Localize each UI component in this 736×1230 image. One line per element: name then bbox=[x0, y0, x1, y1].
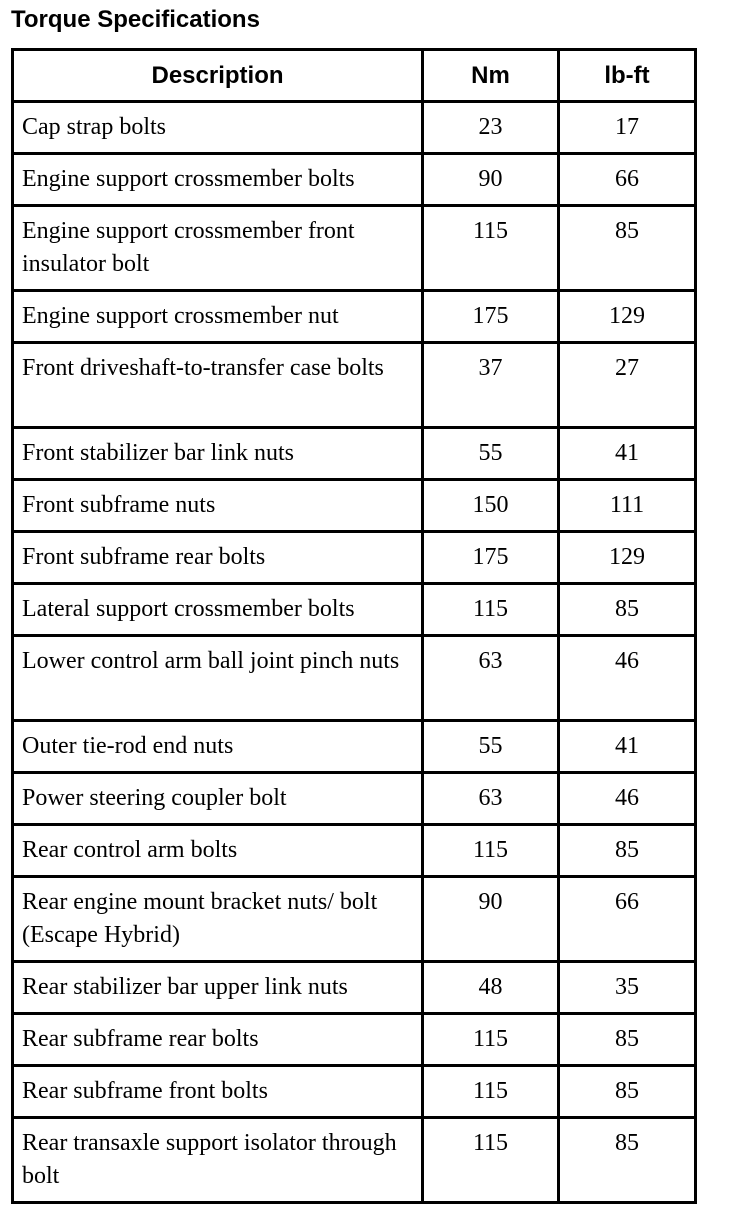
cell-nm: 37 bbox=[423, 343, 559, 428]
cell-lbft: 46 bbox=[559, 773, 696, 825]
cell-lbft: 85 bbox=[559, 825, 696, 877]
cell-description: Front driveshaft-to-transfer case bolts bbox=[13, 343, 423, 428]
cell-description: Power steering coupler bolt bbox=[13, 773, 423, 825]
torque-spec-table bbox=[11, 48, 697, 1204]
cell-description: Front stabilizer bar link nuts bbox=[13, 428, 423, 480]
table-row bbox=[13, 1118, 696, 1203]
cell-lbft: 17 bbox=[559, 102, 696, 154]
cell-lbft: 35 bbox=[559, 962, 696, 1014]
page-title: Torque Specifications bbox=[11, 6, 260, 33]
cell-description: Rear subframe rear bolts bbox=[13, 1014, 423, 1066]
table-row bbox=[13, 825, 696, 877]
cell-nm: 90 bbox=[423, 877, 559, 962]
cell-description: Front subframe rear bolts bbox=[13, 532, 423, 584]
cell-lbft: 66 bbox=[559, 877, 696, 962]
cell-nm: 90 bbox=[423, 154, 559, 206]
cell-lbft: 85 bbox=[559, 1118, 696, 1203]
cell-description: Engine support crossmember nut bbox=[13, 291, 423, 343]
table-row bbox=[13, 428, 696, 480]
table-row bbox=[13, 721, 696, 773]
cell-lbft: 66 bbox=[559, 154, 696, 206]
cell-nm: 48 bbox=[423, 962, 559, 1014]
table-row bbox=[13, 343, 696, 428]
cell-lbft: 129 bbox=[559, 532, 696, 584]
cell-nm: 115 bbox=[423, 206, 559, 291]
cell-description: Rear control arm bolts bbox=[13, 825, 423, 877]
cell-lbft: 85 bbox=[559, 206, 696, 291]
cell-lbft: 27 bbox=[559, 343, 696, 428]
cell-description: Front subframe nuts bbox=[13, 480, 423, 532]
table-row bbox=[13, 1066, 696, 1118]
table-row bbox=[13, 773, 696, 825]
cell-nm: 55 bbox=[423, 721, 559, 773]
cell-description: Lower control arm ball joint pinch nuts bbox=[13, 636, 423, 721]
table-row bbox=[13, 1014, 696, 1066]
cell-lbft: 85 bbox=[559, 584, 696, 636]
cell-nm: 115 bbox=[423, 1066, 559, 1118]
table-row bbox=[13, 206, 696, 291]
cell-nm: 23 bbox=[423, 102, 559, 154]
cell-nm: 115 bbox=[423, 825, 559, 877]
cell-nm: 115 bbox=[423, 584, 559, 636]
cell-description: Cap strap bolts bbox=[13, 102, 423, 154]
table-row bbox=[13, 532, 696, 584]
table-row bbox=[13, 584, 696, 636]
table-row bbox=[13, 962, 696, 1014]
cell-lbft: 41 bbox=[559, 428, 696, 480]
cell-description: Rear engine mount bracket nuts/ bolt (Escape Hybrid) bbox=[13, 877, 423, 962]
cell-nm: 55 bbox=[423, 428, 559, 480]
column-header-nm: Nm bbox=[423, 50, 559, 102]
column-header-lbft: lb-ft bbox=[559, 50, 696, 102]
cell-nm: 150 bbox=[423, 480, 559, 532]
cell-nm: 63 bbox=[423, 636, 559, 721]
table-row bbox=[13, 154, 696, 206]
column-header-description: Description bbox=[13, 50, 423, 102]
cell-nm: 175 bbox=[423, 532, 559, 584]
cell-lbft: 85 bbox=[559, 1014, 696, 1066]
cell-nm: 115 bbox=[423, 1118, 559, 1203]
cell-lbft: 85 bbox=[559, 1066, 696, 1118]
cell-lbft: 46 bbox=[559, 636, 696, 721]
cell-lbft: 41 bbox=[559, 721, 696, 773]
cell-description: Outer tie-rod end nuts bbox=[13, 721, 423, 773]
cell-lbft: 129 bbox=[559, 291, 696, 343]
cell-description: Lateral support crossmember bolts bbox=[13, 584, 423, 636]
cell-nm: 63 bbox=[423, 773, 559, 825]
table-row bbox=[13, 102, 696, 154]
cell-description: Rear stabilizer bar upper link nuts bbox=[13, 962, 423, 1014]
cell-description: Engine support crossmember bolts bbox=[13, 154, 423, 206]
table-row bbox=[13, 480, 696, 532]
table-row bbox=[13, 291, 696, 343]
table-header-row bbox=[13, 50, 696, 102]
cell-description: Engine support crossmember front insulator bolt bbox=[13, 206, 423, 291]
cell-lbft: 111 bbox=[559, 480, 696, 532]
cell-nm: 115 bbox=[423, 1014, 559, 1066]
cell-description: Rear transaxle support isolator through bolt bbox=[13, 1118, 423, 1203]
cell-nm: 175 bbox=[423, 291, 559, 343]
table-row bbox=[13, 877, 696, 962]
table-row bbox=[13, 636, 696, 721]
cell-description: Rear subframe front bolts bbox=[13, 1066, 423, 1118]
